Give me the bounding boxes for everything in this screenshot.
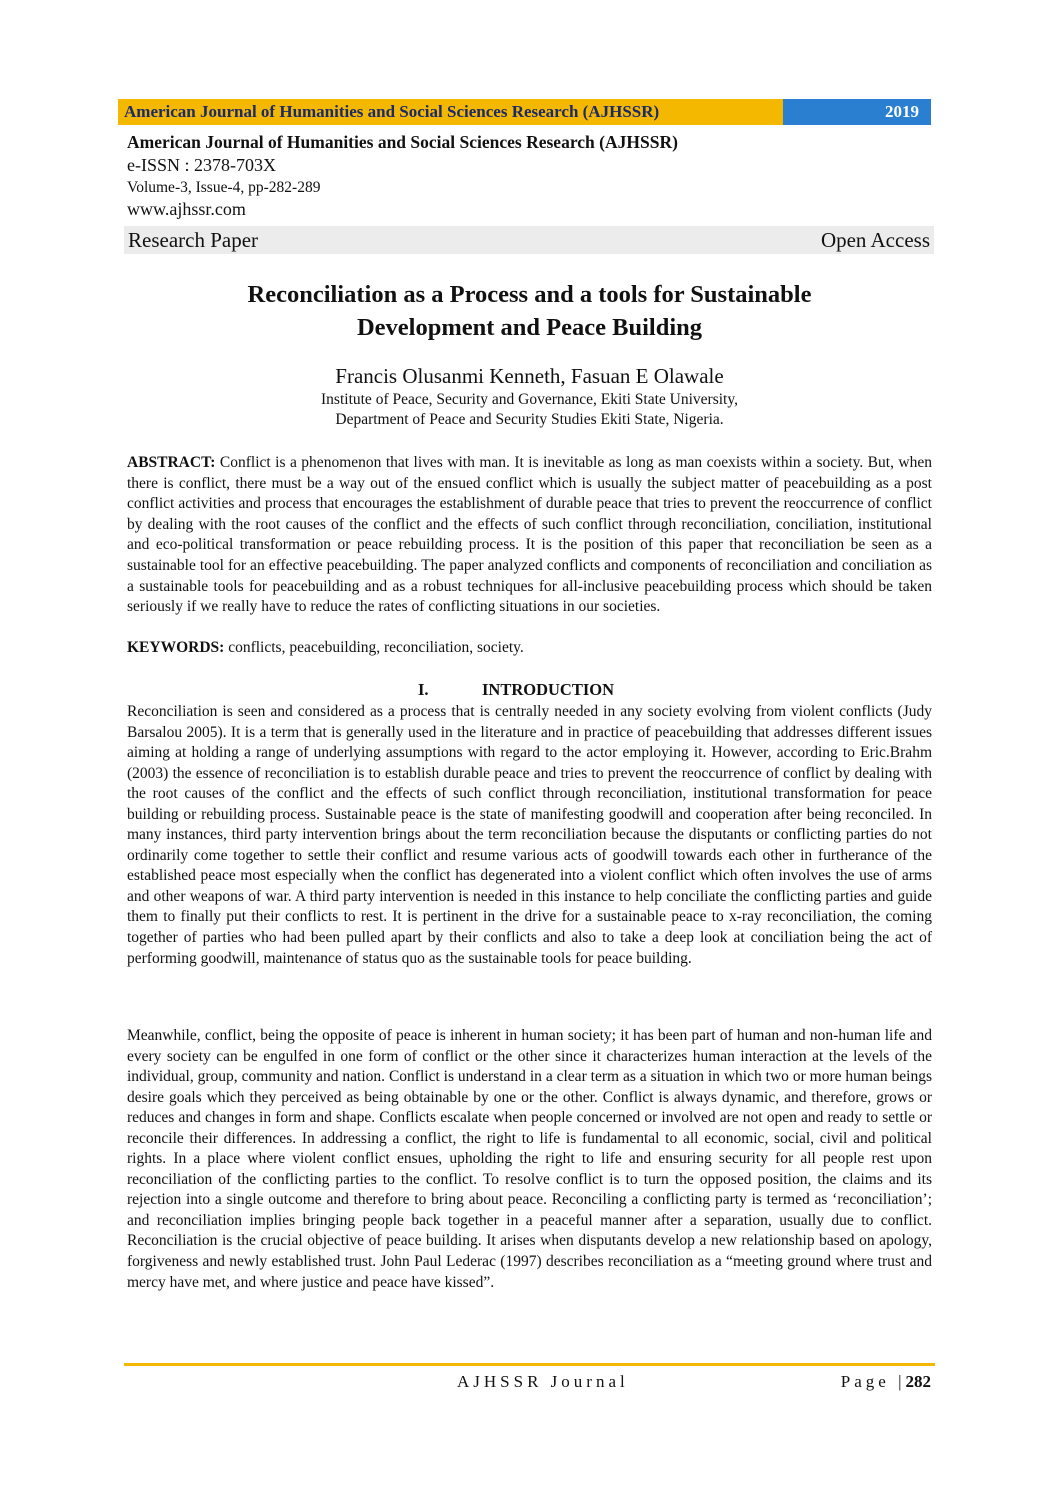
footer-page [841, 1372, 931, 1392]
running-header [118, 99, 931, 125]
paper-title [127, 278, 932, 344]
authors: Francis Olusanmi Kenneth, Fasuan E Olawale [335, 364, 724, 388]
running-header-year: 2019 [783, 99, 931, 125]
abstract-text: Conflict is a phenomenon that lives with man. It is inevitable as long as man coexists within a society. But, when there is conflict, there must be a way out of the ensued conflict which is usually the subject matter of peacebuilding as a post conflict activities and process that encourages the establishment of durable peace that tries to prevent the reoccurrence of conflict by dealing with the root causes of the conflict and the effects of such conflict through reconciliation, conciliation, institutional and eco-political transformation or peace rebuilding process. It is the position of this paper that reconciliation be seen as a sustainable tool for an effective peacebuilding. The paper analyzed conflicts and components of reconciliation and conciliation as a sustainable tools for peacebuilding and as a robust techniques for all-inclusive peacebuilding process which should be taken seriously if we really have to reduce the rates of conflicting situations in our societies. [127, 454, 932, 616]
paper-type-bar [124, 226, 934, 254]
journal-website[interactable]: www.ajhssr.com [127, 199, 246, 219]
body-paragraph-1: Reconciliation is seen and considered as a process that is centrally needed in any society evolving from violent conflicts (Judy Barsalou 2005). It is a term that is generally used in the literature and in practice of peacebuilding that addresses different issues aiming at holding a range of underlying assumptions with regard to the actor employing it. However, according to Eric.Brahm (2003) the essence of reconciliation is to establish durable peace and tries to prevent the reoccurrence of conflict by dealing with the root causes of the conflict and the effects of such conflict through reconciliation, institutional transformation for peace building or rebuilding process. Sustainable peace is the state of manifesting goodwill and cooperation after being reconciled. In many instances, third party intervention brings about the term reconciliation because the disputants or conflicting parties do not ordinarily come together to settle their conflict and resume various acts of goodwill towards each other in furtherance of the established peace most especially when the conflict has degenerated into a violent conflict which often involves the use of arms and other weapons of war. A third party intervention is needed in this instance to help conciliate the conflicting parties and guide them to finally put their conflicts to rest. It is pertinent in the drive for a sustainable peace to x-ray reconciliation, the coming together of parties who had been pulled apart by their conflicts and also to take a deep look at conciliation being the act of performing goodwill, maintenance of status quo as the sustainable tools for peace building. [127, 703, 932, 967]
keywords-text: conflicts, peacebuilding, reconciliation, society. [224, 639, 524, 656]
abstract [127, 453, 932, 618]
access-type: Open Access [820, 227, 930, 252]
paper-title-line-2: Development and Peace Building [356, 314, 703, 341]
keywords-label: KEYWORDS: [127, 639, 225, 656]
affiliation [127, 390, 932, 430]
footer-rule [124, 1363, 935, 1366]
abstract-label: ABSTRACT: [127, 454, 216, 471]
footer-journal: AJHSSR Journal [457, 1372, 629, 1391]
journal-info [127, 131, 932, 220]
affiliation-line-2: Department of Peace and Security Studies Ekiti State, Nigeria. [335, 411, 724, 428]
journal-name: American Journal of Humanities and Social Sciences Research (AJHSSR) [127, 132, 678, 152]
journal-volume: Volume-3, Issue-4, pp-282-289 [127, 179, 321, 196]
affiliation-line-1: Institute of Peace, Security and Governance, Ekiti State University, [321, 391, 738, 408]
journal-issn: e-ISSN : 2378-703X [127, 155, 276, 175]
running-header-journal: American Journal of Humanities and Social Sciences Research (AJHSSR) [118, 99, 783, 125]
paper-title-line-1: Reconciliation as a Process and a tools for Sustainable [247, 281, 812, 308]
body-paragraph-2: Meanwhile, conflict, being the opposite of peace is inherent in human society; it has been part of human and non-human life and every society can be engulfed in one form of conflict or the other since it characterizes human interaction at the levels of the individual, group, community and nation. Conflict is understand in a clear term as a situation in which two or more human beings desire goals which they perceived as being obtainable by one or the other. Conflict is always dynamic, and therefore, grows or reduces and changes in form and shape. Conflicts escalate when people concerned or involved are not open and ready to settle or reconcile their differences. In addressing a conflict, the right to life is fundamental to all economic, social, civil and political rights. In a place where violent conflict ensues, upholding the right to life and ensuring security for all people rest upon reconciliation of the conflicting parties to the conflict. To resolve conflict is to turn the opposed position, the claims and its rejection into a single outcome and therefore to bring about peace. Reconciling a conflicting party is termed as ‘reconciliation’; and reconciliation implies bringing people back together in a peaceful manner after a separation, usually due to conflict. Reconciliation is the crucial objective of peace building. It arises when disputants develop a new relationship based on apology, forgiveness and newly established trust. John Paul Lederac (1997) describes reconciliation as a “meeting ground where trust and mercy have met, and where justice and peace have kissed”. [127, 1027, 932, 1291]
footer-page-number: 282 [905, 1372, 931, 1391]
section-title: INTRODUCTION [482, 680, 615, 699]
paper-type: Research Paper [128, 227, 259, 252]
keywords [127, 638, 932, 658]
section-number: I. [418, 680, 429, 699]
footer-page-label: Page | [840, 1372, 906, 1391]
